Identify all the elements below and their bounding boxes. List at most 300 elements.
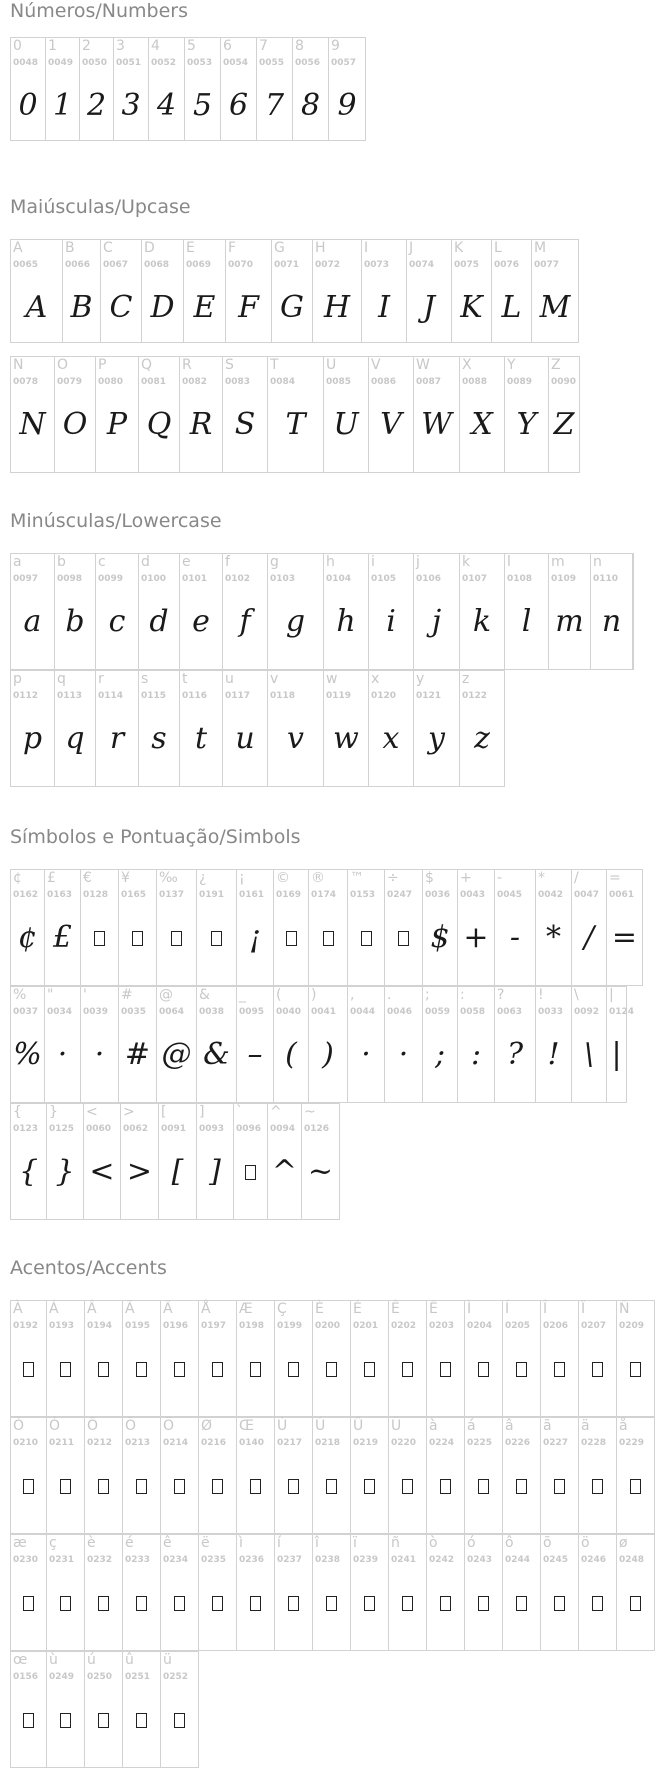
- glyph-character-label: ò: [429, 1535, 438, 1551]
- glyph-character-label: ê: [163, 1535, 172, 1551]
- glyph-character-label: V: [371, 357, 381, 373]
- glyph-cell: [236, 869, 274, 986]
- glyph-cell: [84, 1300, 123, 1417]
- glyph-character-label: q: [57, 671, 66, 687]
- glyph-code-label: 0052: [151, 58, 177, 68]
- glyph-code-label: 0040: [276, 1007, 302, 1017]
- glyph-cell: [113, 37, 149, 141]
- glyph-cell: [350, 1534, 389, 1651]
- missing-glyph-icon: [123, 1585, 160, 1621]
- glyph-cell: [158, 1103, 197, 1220]
- missing-glyph-icon: [389, 1585, 426, 1621]
- glyph-sample: m: [555, 604, 584, 639]
- glyph-sample: Y: [516, 407, 537, 442]
- glyph-cell: [292, 37, 329, 141]
- glyph-cell: [10, 239, 63, 343]
- glyph-code-label: 0106: [416, 574, 442, 584]
- glyph-cell: [44, 986, 81, 1103]
- section-title: Acentos/Accents: [10, 1257, 167, 1279]
- glyph-cell: [141, 239, 184, 343]
- missing-glyph-icon: [161, 1351, 198, 1387]
- glyph-cell: [413, 553, 460, 670]
- missing-glyph-icon: [579, 1585, 616, 1621]
- glyph-code-label: 0249: [49, 1672, 75, 1682]
- glyph-code-label: 0047: [574, 890, 600, 900]
- glyph-cell: [347, 869, 385, 986]
- missing-glyph-icon: [85, 1351, 122, 1387]
- glyph-character-label: Õ: [125, 1418, 137, 1434]
- glyph-cell: [267, 356, 324, 473]
- glyph-cell: [46, 1417, 85, 1534]
- glyph-character-label: é: [125, 1535, 134, 1551]
- glyph-character-label: Ç: [277, 1301, 287, 1317]
- glyph-sample: u: [235, 721, 255, 756]
- glyph-character-label: B: [65, 240, 75, 256]
- missing-glyph-icon: [617, 1351, 654, 1387]
- glyph-character-label: C: [103, 240, 113, 256]
- glyph-cell: [267, 670, 324, 787]
- glyph-sample: O: [62, 407, 88, 442]
- glyph-code-label: 0055: [259, 58, 285, 68]
- glyph-character-label: -: [497, 870, 503, 886]
- glyph-code-label: 0234: [163, 1555, 189, 1565]
- glyph-cell: [118, 869, 157, 986]
- glyph-sample: &: [203, 1037, 230, 1072]
- glyph-character-label: J: [409, 240, 414, 256]
- missing-glyph-icon: [237, 1468, 274, 1504]
- glyph-code-label: 0156: [13, 1672, 39, 1682]
- glyph-cell: [196, 986, 237, 1103]
- glyph-sample: %: [13, 1037, 42, 1072]
- glyph-character-label: .: [387, 987, 392, 1003]
- glyph-code-label: 0073: [364, 260, 390, 270]
- glyph-code-label: 0140: [239, 1438, 265, 1448]
- glyph-sample: b: [65, 604, 85, 639]
- glyph-code-label: 0246: [581, 1555, 607, 1565]
- glyph-character-label: ú: [87, 1652, 96, 1668]
- glyph-sample: w: [333, 721, 359, 756]
- glyph-cell: [347, 986, 385, 1103]
- glyph-cell: [504, 356, 549, 473]
- glyph-character-label: ‰: [159, 870, 178, 886]
- glyph-code-label: 0125: [49, 1124, 75, 1134]
- glyph-code-label: 0231: [49, 1555, 75, 1565]
- glyph-character-label: U: [326, 357, 337, 373]
- glyph-character-label: <: [86, 1104, 98, 1120]
- glyph-sample: q: [65, 721, 85, 756]
- glyph-cell: [301, 1103, 340, 1220]
- glyph-cell: [361, 239, 407, 343]
- glyph-cell: [616, 1534, 655, 1651]
- glyph-cell: [274, 1417, 313, 1534]
- glyph-code-label: 0227: [543, 1438, 569, 1448]
- missing-glyph-icon: [47, 1468, 84, 1504]
- glyph-code-label: 0078: [13, 377, 39, 387]
- glyph-sample: \: [583, 1037, 595, 1072]
- glyph-character-label: `: [236, 1104, 243, 1120]
- glyph-cell: [95, 356, 139, 473]
- glyph-sample: S: [234, 407, 256, 442]
- glyph-cell: [10, 986, 45, 1103]
- glyph-cell: [312, 1417, 351, 1534]
- glyph-cell: [632, 553, 634, 670]
- glyph-cell: [571, 869, 607, 986]
- glyph-sample: K: [460, 290, 483, 325]
- glyph-code-label: 0118: [270, 691, 296, 701]
- glyph-code-label: 0213: [125, 1438, 151, 1448]
- glyph-sample: f: [239, 604, 251, 639]
- glyph-character-label: â: [505, 1418, 514, 1434]
- glyph-character-label: Ó: [49, 1418, 61, 1434]
- glyph-sample: C: [109, 290, 133, 325]
- glyph-character-label: È: [315, 1301, 324, 1317]
- glyph-sample: ·: [361, 1037, 371, 1072]
- glyph-character-label: \: [574, 987, 579, 1003]
- glyph-character-label: 1: [48, 38, 57, 54]
- glyph-code-label: 0209: [619, 1321, 645, 1331]
- missing-glyph-icon: [503, 1351, 540, 1387]
- glyph-character-label: +: [460, 870, 472, 886]
- glyph-code-label: 0054: [223, 58, 249, 68]
- glyph-code-label: 0098: [57, 574, 83, 584]
- glyph-character-label: W: [416, 357, 430, 373]
- glyph-code-label: 0074: [409, 260, 435, 270]
- glyph-code-label: 0247: [387, 890, 413, 900]
- glyph-character-label: M: [534, 240, 547, 256]
- glyph-cell: [220, 37, 257, 141]
- glyph-sample: }: [55, 1154, 75, 1189]
- glyph-character-label: Ï: [581, 1301, 586, 1317]
- glyph-character-label: Ô: [87, 1418, 99, 1434]
- glyph-code-label: 0071: [274, 260, 300, 270]
- glyph-character-label: ': [83, 987, 87, 1003]
- glyph-code-label: 0064: [159, 1007, 185, 1017]
- glyph-sample: 4: [156, 88, 177, 123]
- glyph-code-label: 0037: [13, 1007, 39, 1017]
- glyph-cell: [312, 239, 362, 343]
- glyph-code-label: 0191: [199, 890, 225, 900]
- glyph-cell: [225, 239, 272, 343]
- glyph-sample: $: [430, 920, 450, 955]
- glyph-code-label: 0212: [87, 1438, 113, 1448]
- glyph-character-label: Ú: [315, 1418, 326, 1434]
- glyph-cell: [388, 1300, 427, 1417]
- glyph-cell: [10, 553, 55, 670]
- glyph-code-label: 0049: [48, 58, 74, 68]
- glyph-sample: r: [109, 721, 125, 756]
- glyph-cell: [196, 869, 237, 986]
- glyph-code-label: 0115: [141, 691, 167, 701]
- glyph-code-label: 0121: [416, 691, 442, 701]
- glyph-character-label: K: [454, 240, 464, 256]
- glyph-code-label: 0194: [87, 1321, 113, 1331]
- glyph-code-label: 0238: [315, 1555, 341, 1565]
- glyph-code-label: 0096: [236, 1124, 262, 1134]
- glyph-sample: P: [106, 407, 128, 442]
- glyph-code-label: 0219: [353, 1438, 379, 1448]
- missing-glyph-icon: [47, 1702, 84, 1738]
- glyph-character-label: 2: [82, 38, 91, 54]
- glyph-character-label: X: [462, 357, 472, 373]
- glyph-cell: [138, 356, 180, 473]
- glyph-sample: p: [22, 721, 43, 756]
- glyph-sample: L: [501, 290, 522, 325]
- glyph-character-label: R: [182, 357, 192, 373]
- glyph-character-label: t: [182, 671, 188, 687]
- glyph-code-label: 0107: [462, 574, 488, 584]
- glyph-cell: [10, 356, 55, 473]
- glyph-code-label: 0220: [391, 1438, 417, 1448]
- missing-glyph-icon: [313, 1585, 350, 1621]
- glyph-code-label: 0201: [353, 1321, 379, 1331]
- missing-glyph-icon: [427, 1585, 464, 1621]
- glyph-character-label: ô: [505, 1535, 514, 1551]
- glyph-character-label: x: [371, 671, 380, 687]
- missing-glyph-icon: [11, 1351, 46, 1387]
- glyph-code-label: 0058: [460, 1007, 486, 1017]
- glyph-cell: [54, 356, 96, 473]
- glyph-cell: [10, 670, 55, 787]
- glyph-character-label: Q: [141, 357, 153, 373]
- glyph-character-label: D: [144, 240, 155, 256]
- glyph-cell: [273, 869, 309, 986]
- glyph-cell: [84, 1417, 123, 1534]
- missing-glyph-icon: [351, 1585, 388, 1621]
- missing-glyph-icon: [389, 1351, 426, 1387]
- glyph-character-label: õ: [543, 1535, 552, 1551]
- glyph-cell: [459, 356, 505, 473]
- glyph-character-label: Ò: [13, 1418, 25, 1434]
- glyph-cell: [236, 1300, 275, 1417]
- glyph-cell: [198, 1417, 237, 1534]
- glyph-character-label: N: [13, 357, 24, 373]
- glyph-character-label: ®: [311, 870, 325, 886]
- glyph-cell: [10, 1534, 47, 1651]
- glyph-character-label: }: [49, 1104, 58, 1120]
- glyph-sample: *: [546, 920, 561, 955]
- glyph-code-label: 0174: [311, 890, 337, 900]
- glyph-code-label: 0105: [371, 574, 397, 584]
- glyph-sample: ?: [506, 1037, 524, 1072]
- glyph-character-label: j: [416, 554, 420, 570]
- glyph-cell: [54, 670, 96, 787]
- glyph-character-label: Å: [201, 1301, 211, 1317]
- glyph-sample: t: [194, 721, 208, 756]
- glyph-cell: [616, 1300, 655, 1417]
- glyph-character-label: n: [593, 554, 602, 570]
- glyph-character-label: î: [315, 1535, 319, 1551]
- glyph-code-label: 0165: [121, 890, 147, 900]
- missing-glyph-icon: [199, 1351, 236, 1387]
- glyph-sample: i: [386, 604, 396, 639]
- glyph-character-label: E: [186, 240, 195, 256]
- missing-glyph-icon: [161, 1468, 198, 1504]
- glyph-code-label: 0230: [13, 1555, 39, 1565]
- glyph-sample: 9: [337, 88, 357, 123]
- glyph-cell: [388, 1534, 427, 1651]
- glyph-character-label: Ü: [391, 1418, 402, 1434]
- glyph-code-label: 0035: [121, 1007, 147, 1017]
- glyph-sample: H: [323, 290, 351, 325]
- glyph-code-label: 0041: [311, 1007, 337, 1017]
- glyph-sample: U: [333, 407, 359, 442]
- glyph-cell: [274, 1300, 313, 1417]
- missing-glyph-icon: [11, 1585, 46, 1621]
- glyph-sample: ]: [209, 1154, 221, 1189]
- missing-glyph-icon: [199, 1468, 236, 1504]
- glyph-cell: [464, 1300, 503, 1417]
- glyph-cell: [426, 1300, 465, 1417]
- glyph-character-label: a: [13, 554, 22, 570]
- glyph-cell: [502, 1417, 541, 1534]
- glyph-code-label: 0089: [507, 377, 533, 387]
- glyph-code-label: 0101: [182, 574, 208, 584]
- glyph-code-label: 0113: [57, 691, 83, 701]
- glyph-cell: [502, 1534, 541, 1651]
- glyph-code-label: 0034: [47, 1007, 73, 1017]
- glyph-code-label: 0210: [13, 1438, 39, 1448]
- glyph-character-label: í: [277, 1535, 281, 1551]
- glyph-cell: [388, 1417, 427, 1534]
- glyph-code-label: 0207: [581, 1321, 607, 1331]
- missing-glyph-icon: [275, 1351, 312, 1387]
- glyph-code-label: 0086: [371, 377, 397, 387]
- glyph-sample: D: [150, 290, 175, 325]
- glyph-cell: [160, 1651, 199, 1768]
- glyph-code-label: 0192: [13, 1321, 39, 1331]
- glyph-character-label: É: [353, 1301, 362, 1317]
- glyph-sample: |: [611, 1037, 622, 1072]
- glyph-code-label: 0236: [239, 1555, 265, 1565]
- glyph-cell: [606, 986, 635, 1103]
- glyph-code-label: 0123: [13, 1124, 39, 1134]
- glyph-cell: [122, 1534, 161, 1651]
- glyph-code-label: 0204: [467, 1321, 493, 1331]
- missing-glyph-icon: [161, 1702, 198, 1738]
- glyph-character-label: Û: [353, 1418, 364, 1434]
- glyph-cell: [122, 1300, 161, 1417]
- glyph-sample: X: [471, 407, 493, 442]
- glyph-cell: [79, 37, 114, 141]
- glyph-sample: #: [124, 1037, 151, 1072]
- missing-glyph-icon: [541, 1351, 578, 1387]
- glyph-sample: !: [547, 1037, 560, 1072]
- glyph-sample: [: [171, 1154, 184, 1189]
- missing-glyph-icon: [199, 1585, 236, 1621]
- glyph-cell: [10, 1417, 47, 1534]
- glyph-cell: [548, 356, 580, 473]
- glyph-character-label: m: [551, 554, 565, 570]
- glyph-code-label: 0059: [425, 1007, 451, 1017]
- missing-glyph-icon: [85, 1702, 122, 1738]
- glyph-code-label: 0197: [201, 1321, 227, 1331]
- glyph-character-label: O: [57, 357, 69, 373]
- glyph-sample: I: [378, 290, 390, 325]
- glyph-cell: [494, 986, 536, 1103]
- glyph-code-label: 0062: [123, 1124, 149, 1134]
- glyph-character-label: œ: [13, 1652, 28, 1668]
- glyph-cell: [100, 239, 142, 343]
- missing-glyph-icon: [617, 1585, 654, 1621]
- glyph-character-label: Y: [507, 357, 516, 373]
- glyph-character-label: ì: [239, 1535, 243, 1551]
- glyph-cell: [323, 670, 369, 787]
- glyph-code-label: 0243: [467, 1555, 493, 1565]
- glyph-sample: ^: [271, 1154, 298, 1189]
- glyph-cell: [236, 1534, 275, 1651]
- glyph-cell: [138, 670, 180, 787]
- glyph-cell: [80, 869, 119, 986]
- missing-glyph-icon: [427, 1468, 464, 1504]
- glyph-character-label: w: [326, 671, 338, 687]
- glyph-sample: Q: [146, 407, 172, 442]
- missing-glyph-icon: [579, 1468, 616, 1504]
- glyph-cell: [426, 1534, 465, 1651]
- glyph-character-label: ø: [619, 1535, 628, 1551]
- missing-glyph-icon: [47, 1585, 84, 1621]
- glyph-code-label: 0057: [331, 58, 357, 68]
- glyph-code-label: 0092: [574, 1007, 600, 1017]
- glyph-cell: [422, 869, 458, 986]
- glyph-character-label: Œ: [239, 1418, 254, 1434]
- glyph-character-label: å: [619, 1418, 628, 1434]
- glyph-character-label: [: [161, 1104, 167, 1120]
- missing-glyph-icon: [161, 1585, 198, 1621]
- glyph-character-label: Ë: [429, 1301, 438, 1317]
- glyph-character-label: 9: [331, 38, 340, 54]
- glyph-character-label: £: [47, 870, 56, 886]
- glyph-cell: [179, 670, 223, 787]
- missing-glyph-icon: [123, 1468, 160, 1504]
- glyph-character-label: S: [225, 357, 234, 373]
- glyph-cell: [531, 239, 579, 343]
- glyph-character-label: 5: [187, 38, 196, 54]
- glyph-cell: [148, 37, 185, 141]
- glyph-sample: ·: [57, 1037, 68, 1072]
- glyph-character-label: ï: [353, 1535, 357, 1551]
- glyph-code-label: 0163: [47, 890, 73, 900]
- glyph-code-label: 0214: [163, 1438, 189, 1448]
- glyph-sample: G: [280, 290, 304, 325]
- glyph-code-label: 0077: [534, 260, 560, 270]
- missing-glyph-icon: [389, 1468, 426, 1504]
- glyph-character-label: %: [13, 987, 27, 1003]
- glyph-code-label: 0051: [116, 58, 142, 68]
- glyph-cell: [156, 986, 197, 1103]
- glyph-cell: [222, 356, 268, 473]
- missing-glyph-icon: [234, 1154, 267, 1190]
- glyph-sample: 1: [52, 88, 73, 123]
- glyph-sample: 3: [121, 88, 141, 123]
- glyph-cell: [46, 1103, 84, 1220]
- glyph-sample: M: [539, 290, 571, 325]
- missing-glyph-icon: [85, 1468, 122, 1504]
- glyph-sample: 5: [192, 88, 213, 123]
- glyph-cell: [184, 37, 221, 141]
- glyph-character-label: =: [609, 870, 621, 886]
- missing-glyph-icon: [275, 1585, 312, 1621]
- glyph-code-label: 0088: [462, 377, 488, 387]
- glyph-character-label: ç: [49, 1535, 57, 1551]
- glyph-character-label: À: [13, 1301, 23, 1317]
- glyph-cell: [95, 553, 139, 670]
- glyph-sample: T: [285, 407, 306, 442]
- glyph-cell: [183, 239, 226, 343]
- glyph-character-label: ^: [270, 1104, 282, 1120]
- glyph-code-label: 0120: [371, 691, 397, 701]
- glyph-sample: 8: [300, 88, 321, 123]
- glyph-code-label: 0235: [201, 1555, 227, 1565]
